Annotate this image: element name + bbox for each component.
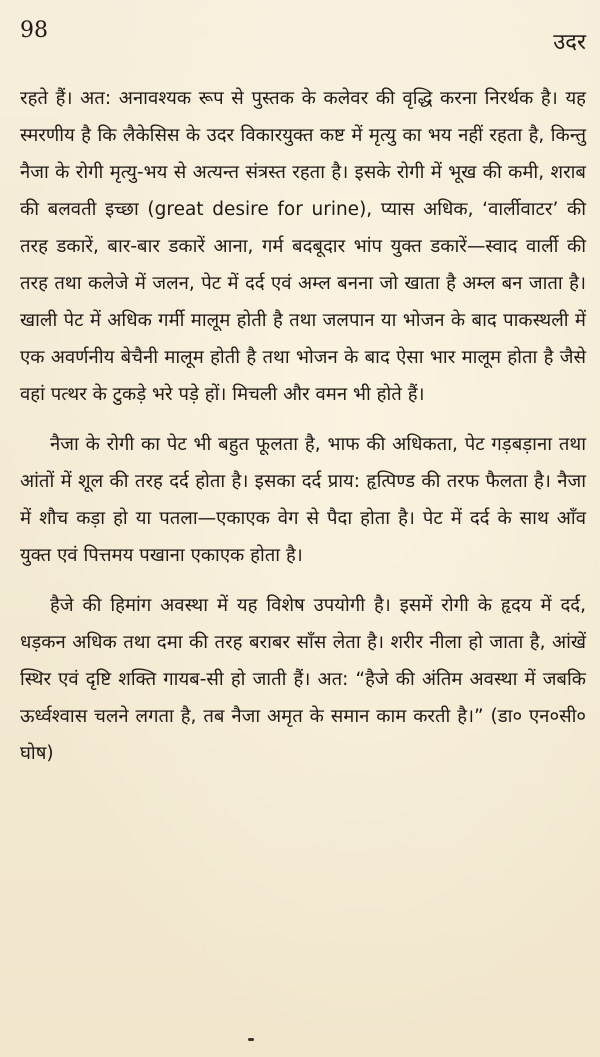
ink-speck (248, 1038, 254, 1041)
page-header (0, 0, 600, 60)
paragraph: नैजा के रोगी का पेट भी बहुत फूलता है, भाफ की अधिकता, पेट गड़बड़ाना तथा आंतों में शूल की तरह दर्द होता है। इसका दर्द प्राय: हृत्पिण्ड की तरफ फैलता है। नैजा में शौच कड़ा हो या पतला—एकाएक वेग से पैदा होता है। पेट में दर्द के साथ आँव युक्त एवं पित्तमय पखाना एकाएक होता है। (20, 434, 586, 566)
paragraph: हैजे की हिमांग अवस्था में यह विशेष उपयोगी है। इसमें रोगी के हृदय में दर्द, धड़कन अधिक तथा दमा की तरह बराबर साँस लेता है। शरीर नीला हो जाता है, आंखें स्थिर एवं दृष्टि शक्ति गायब-सी हो जाती हैं। अत: “हैजे की अंतिम अवस्था में जबकि ऊर्ध्वश्वास चलने लगता है, तब नैजा अमृत के समान काम करती है।” (डा० एन०सी० घोष) (20, 595, 586, 764)
page-number: 98 (20, 18, 48, 43)
paragraph: रहते हैं। अत: अनावश्यक रूप से पुस्तक के कलेवर की वृद्धि करना निरर्थक है। यह स्मरणीय है कि लैकेसिस के उदर विकारयुक्त कष्ट में मृत्यु का भय नहीं रहता है, किन्तु नैजा के रोगी मृत्यु-भय से अत्यन्त संत्रस्त रहता है। इसके रोगी में भूख की कमी, शराब की बलवती इच्छा (great desire for urine), प्यास अधिक, ‘वार्लीवाटर’ की तरह डकारें, बार-बार डकारें आना, गर्म बदबूदार भांप युक्त डकारें—स्वाद वार्ली की तरह तथा कलेजे में जलन, पेट में दर्द एवं अम्ल बनना जो खाता है अम्ल बन जाता है। खाली पेट में अधिक गर्मी मालूम होती है तथा जलपान या भोजन के बाद पाकस्थली में एक अवर्णनीय बेचैनी मालूम होती है तथा भोजन के बाद ऐसा भार मालूम होता है जैसे वहां पत्थर के टुकड़े भरे पड़े हों। मिचली और वमन भी होते हैं। (20, 88, 586, 405)
body-text (20, 80, 586, 785)
running-head: उदर (553, 30, 586, 55)
